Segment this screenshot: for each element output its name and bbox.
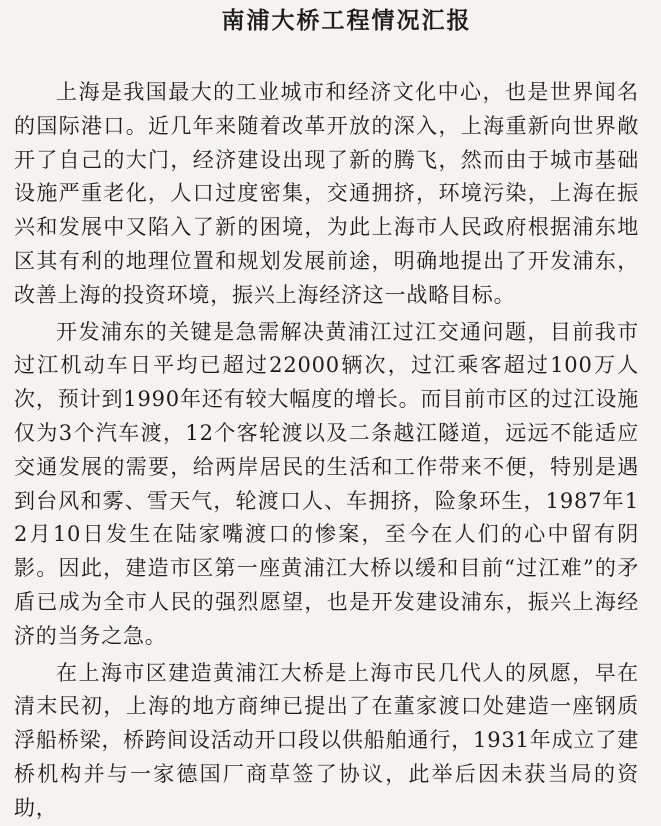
paragraph-1: 上海是我国最大的工业城市和经济文化中心，也是世界闻名的国际港口。近几年来随着改革开放的深入，上海重新向世界敞开了自己的大门，经济建设出现了新的腾飞，然而由于城市基础设施严重老化，人口过度密集，交通拥挤，环境污染，上海在振兴和发展中又陷入了新的困境，为此上海市人民政府根据浦东地区其有利的地理位置和规划发展前途，明确地提出了开发浦东，改善上海的投资环境，振兴上海经济这一战略目标。	[14, 80, 639, 307]
document-title: 南浦大桥工程情况汇报	[221, 8, 472, 34]
paragraph-2: 开发浦东的关键是急需解决黄浦江过江交通问题，目前我市过江机动车日平均已超过22000辆次，过江乘客超过100万人次，预计到1990年还有较大幅度的增长。而目前市区的过江设施仅为3个汽车渡，12个客轮渡以及二条越江隧道，远远不能适应交通发展的需要，给两岸居民的生活和工作带来不便，特别是遇到台风和雾、雪天气，轮渡口人、车拥挤，险象环生，1987年12月10日发生在陆家嘴渡口的惨案，至今在人们的心中留有阴影。因此，建造市区第一座黄浦江大桥以缓和目前“过江难”的矛盾已成为全市人民的强烈愿望，也是开发建设浦东，振兴上海经济的当务之急。	[14, 319, 639, 648]
paragraph-3: 在上海市区建造黄浦江大桥是上海市民几代人的夙愿，早在清末民初，上海的地方商绅已提出了在董家渡口处建造一座钢质浮船桥梁，桥跨间设活动开口段以供船舶通行，1931年成立了建桥机构并与一家德国厂商草签了协议，此举后因未获当局的资助，	[14, 660, 639, 820]
